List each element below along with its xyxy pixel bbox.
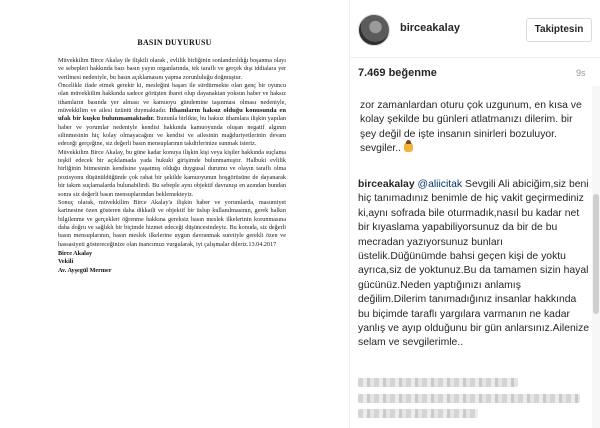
avatar[interactable] [358,14,390,46]
document-signature [58,250,286,275]
document-paragraph: Öncelikle ifade etmek gerekir ki, mesleğini başarı ile sürdürmekte olan genç bir oyuncu olan müvekkilim hakkında sadece görüşten ibaret olup dayanaktan yoksun haber ve haksız ithamların basında yer alması ve kamuoyu gündemine taşınması olması nedeniyle, müvekkilim ve ailesi üzüntü duymaktadır. İthamların haksız olduğu konusunda en ufak bir kuşku bulunmamaktadır. Bununla birlikte, bu haksız ithamlara ilişkin yapılan haber ve yorumlar nedeniyle kendisi hakkında kamuoyunda oluşan negatif algının silinmesinin hiç kolay olmayacağını ve kendisi ve ailesinin mağduriyetlerinin devam edeceği gerçeğine, siz değerli basın mensuplarının takdirlerinize sunmak isteriz. [58,82,287,148]
post-time[interactable]: 9s [576,68,586,78]
document-body [58,57,286,249]
like-count[interactable]: 7.469 beğenme [358,67,437,79]
comment-username[interactable]: birceakalay [358,179,415,190]
document-bold-statement: İthamların haksız olduğu konusunda en ufak bir kuşku bulunmamaktadır. [58,107,287,123]
signature-role: Vekili [58,258,74,266]
post-username[interactable]: birceakalay [400,22,460,34]
person-raising-hands-icon [404,142,413,152]
following-button[interactable]: Takiptesin [526,18,592,42]
comment-text: Sevgili Ali abiciğim,siz beni hiç tanımadınız benimle de hiç vakit geçirmediniz ki,aynı sofrada bile oturmadık,nasıl bu kadar net bir kıyaslama yapabiliyorsunuz da bir de bu mecradan yazıyorsunuz bunları üstelik.Düğünümde bahsi geçen kişi de yoktu ayrıca,siz de yoktunuz.Bu da tamamen sizin hayal gücünüz.Neden yaptığınızı anlamış değilim.Dilerim tanımadığınız insanlar hakkında bu biçimde taraflı yargılara varmanın ne kadar yanlış ve ayıp olduğunu bir gün anlarsınız.Ailenize selam ve sevgilerimle.. [358,179,590,349]
comment-mention[interactable]: @aliicitak [417,179,463,190]
document-title: BASIN DUYURUSU [137,38,212,47]
post-header [350,0,600,58]
signature-lawyer: Av. Ayşegül Mermer [58,266,112,274]
signature-name: Birce Akalay [58,249,93,257]
comment-text: zor zamanlardan oturu çok uzgunum, en kısa ve kolay şekilde bu günleri atlatmanızı dilerim. bir şey değil de işte insanın sinirleri bozuluyor. sevgiler.. [360,100,582,155]
blurred-line [358,378,518,387]
document-paragraph: Sonuç olarak, müvekkilim Birce Akalay'a ilişkin haber ve yorumlarda, masumiyet karinesine özen gösteren daha dikkatli ve objektif bir üslup kullanılmasının, gerek halkın bilgilenme ve gerçekleri öğrenme hakkına gereksiz basın meslek ilkelerinin korunmasına daha doğru ve sağlıklı bir biçimde hizmet edeceği düşüncesindeyiz. Bu konuda, siz değerli basın mensuplarının, basın meslek ilkelerine uygun davranmak suretiyle gerekli özen ve hassasiyeti göstereceğinize olan inancımızı vurgularak, iyi çalışmalar dileriz.13.04.2017 [58,198,286,248]
scrollbar-thumb[interactable] [593,194,599,314]
blurred-line [358,409,478,418]
comments-scrollbar[interactable] [592,86,600,428]
document-paragraph: Müvekkilim Birce Akalay ile ilişkili olarak , evlilik birliğinin sonlandırıldığı boşanma olayı ve sebepleri hakkında bazı basın yayın organlarında, tek taraflı ve gerçek dışı iddialara yer verilmesi nedeniyle, bu basın açıklamasını yapma zorunluluğu doğmuştur. [58,57,286,81]
blurred-line [358,394,580,403]
document-paragraph: Müvekkilim Birce Akalay, bu güne kadar konuya ilişkin kişi veya kişiler hakkında suçlama teşkil edecek bir açıklamada yada hukuki girişimde bulunmamıştır. Halbuki evlilik birliğinin bitmesinin kendisine yaşatmış olduğu duygusal durumu ve olayın taraflı olma pozisyonu düşünüldüğünde çok rahat bir şekilde kamuoyunun hoşgörüsüne de dayanarak bir takım suçlamalarda bulunabilirdi. Bu sebeple aynı objektif davranışı en azından bundan sonra siz değerli basın mensuplarından beklemekteyiz. [58,148,286,198]
post-stats [350,58,600,86]
comment [358,178,590,351]
blurred-comment [358,376,583,418]
comment-list[interactable] [350,86,592,428]
comment [360,99,588,157]
post-side-panel [350,0,600,428]
